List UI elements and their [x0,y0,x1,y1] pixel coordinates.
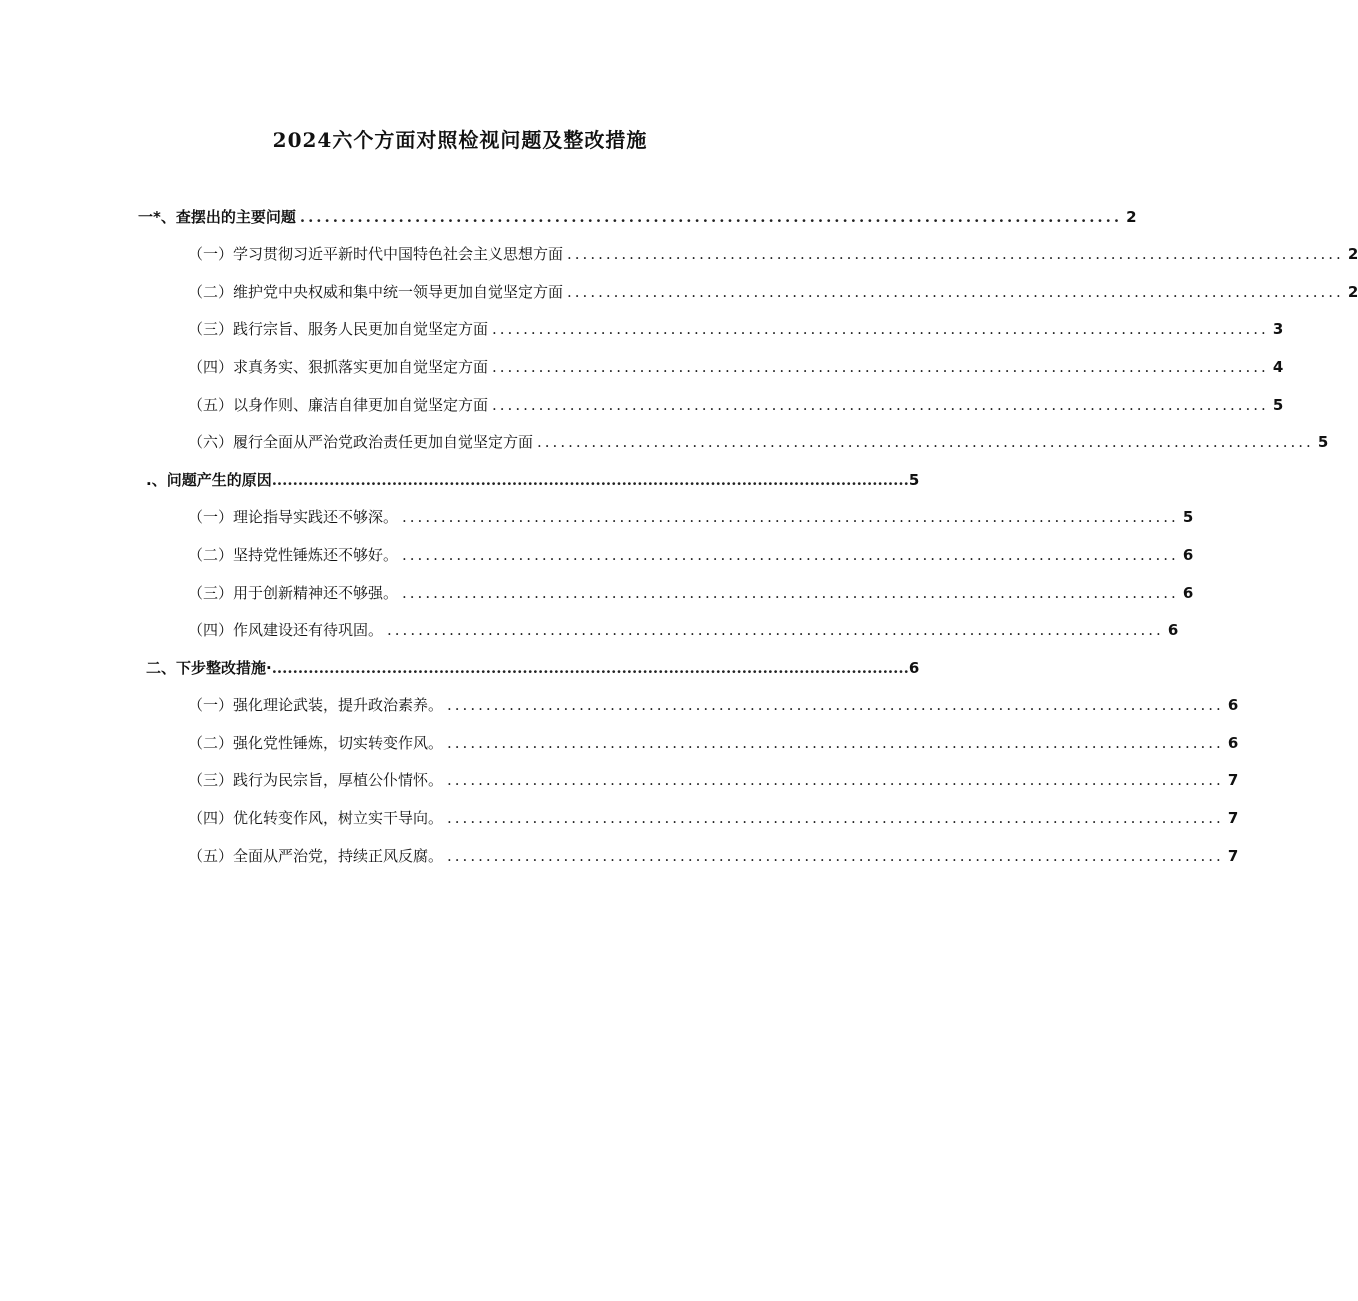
toc-item-label: （三）践行为民宗旨，厚植公仆情怀。 [188,771,444,789]
toc-item-label: （三）用于创新精神还不够强。 [188,584,399,602]
toc-page-number: 3 [1272,320,1284,338]
toc-page-number: 2 [1347,283,1358,301]
toc-item[interactable] [188,242,1358,266]
toc-item-label: （三）践行宗旨、服务人民更加自觉坚定方面 [188,320,489,338]
toc-item[interactable] [188,768,1239,792]
toc-page-number: 6 [1182,584,1194,602]
toc-item[interactable] [188,280,1358,304]
toc-page-number: 6 [1227,734,1239,752]
toc-page-number: 7 [1227,847,1239,865]
toc-item-label: （一）理论指导实践还不够深。 [188,508,399,526]
toc-leader-dots: .................................................................................................... [447,696,1224,714]
toc-item[interactable] [188,317,1284,341]
toc-section-label: 二、下步整改措施· [146,659,272,677]
toc-item-label: （四）求真务实、狠抓落实更加自觉坚定方面 [188,358,489,376]
toc-item[interactable] [188,806,1239,830]
toc-leader-dots: .......................................................................................................................... [271,471,909,489]
toc-item-label: （二）强化党性锤炼，切实转变作风。 [188,734,444,752]
toc-item-label: （五）以身作则、廉洁自律更加自觉坚定方面 [188,396,489,414]
toc-section-1[interactable] [138,205,1137,229]
toc-page-number: 5 [1272,396,1284,414]
toc-page-number: 6 [908,659,920,677]
toc-item[interactable] [188,430,1329,454]
toc-item[interactable] [188,618,1179,642]
toc-item-label: （二）维护党中央权威和集中统一领导更加自觉坚定方面 [188,283,564,301]
toc-leader-dots: .................................................................................................... [402,546,1179,564]
toc-item-label: （五）全面从严治党，持续正风反腐。 [188,847,444,865]
toc-section-2[interactable] [146,468,920,492]
toc-page-number: 7 [1227,809,1239,827]
toc-page-number: 6 [1227,696,1239,714]
toc-item[interactable] [188,844,1239,868]
toc-item[interactable] [188,505,1194,529]
toc-leader-dots: .................................................................................................... [447,847,1224,865]
toc-item[interactable] [188,393,1284,417]
toc-leader-dots: .................................................................................................... [387,621,1164,639]
toc-item[interactable] [188,543,1194,567]
table-of-contents [0,205,1358,885]
toc-section-label: .、问题产生的原因 [146,471,272,489]
toc-page-number: 6 [1167,621,1179,639]
toc-page-number: 2 [1126,208,1137,226]
toc-leader-dots: .................................................................................................... [447,734,1224,752]
toc-item-label: （一）学习贯彻习近平新时代中国特色社会主义思想方面 [188,245,564,263]
toc-leader-dots: .................................................................................................... [402,508,1179,526]
toc-item[interactable] [188,731,1239,755]
toc-page-number: 5 [908,471,920,489]
toc-section-label: 一*、查摆出的主要问题 [138,208,296,226]
toc-leader-dots: .................................................................................................... [447,809,1224,827]
toc-leader-dots: .................................................................................................... [492,358,1269,376]
toc-leader-dots: .................................................................................................... [492,396,1269,414]
toc-page-number: 5 [1317,433,1329,451]
toc-leader-dots: .................................................................................................... [299,208,1123,226]
toc-item-label: （四）优化转变作风，树立实干导向。 [188,809,444,827]
toc-item-label: （二）坚持党性锤炼还不够好。 [188,546,399,564]
toc-page-number: 7 [1227,771,1239,789]
toc-item-label: （六）履行全面从严治党政治责任更加自觉坚定方面 [188,433,534,451]
toc-leader-dots: .................................................................................................... [567,283,1344,301]
toc-item[interactable] [188,693,1239,717]
toc-item[interactable] [188,355,1284,379]
toc-leader-dots: .................................................................................................... [567,245,1344,263]
toc-section-3[interactable] [146,656,920,680]
toc-leader-dots: .................................................................................................... [402,584,1179,602]
toc-leader-dots: .......................................................................................................................... [271,659,909,677]
toc-item-label: （四）作风建设还有待巩固。 [188,621,384,639]
toc-item[interactable] [188,581,1194,605]
toc-page-number: 4 [1272,358,1284,376]
toc-leader-dots: .................................................................................................... [537,433,1314,451]
toc-leader-dots: .................................................................................................... [492,320,1269,338]
document-title: 2024六个方面对照检视问题及整改措施 [272,128,648,152]
toc-item-label: （一）强化理论武装，提升政治素养。 [188,696,444,714]
toc-page-number: 5 [1182,508,1194,526]
toc-page-number: 6 [1182,546,1194,564]
toc-page-number: 2 [1347,245,1358,263]
toc-leader-dots: .................................................................................................... [447,771,1224,789]
